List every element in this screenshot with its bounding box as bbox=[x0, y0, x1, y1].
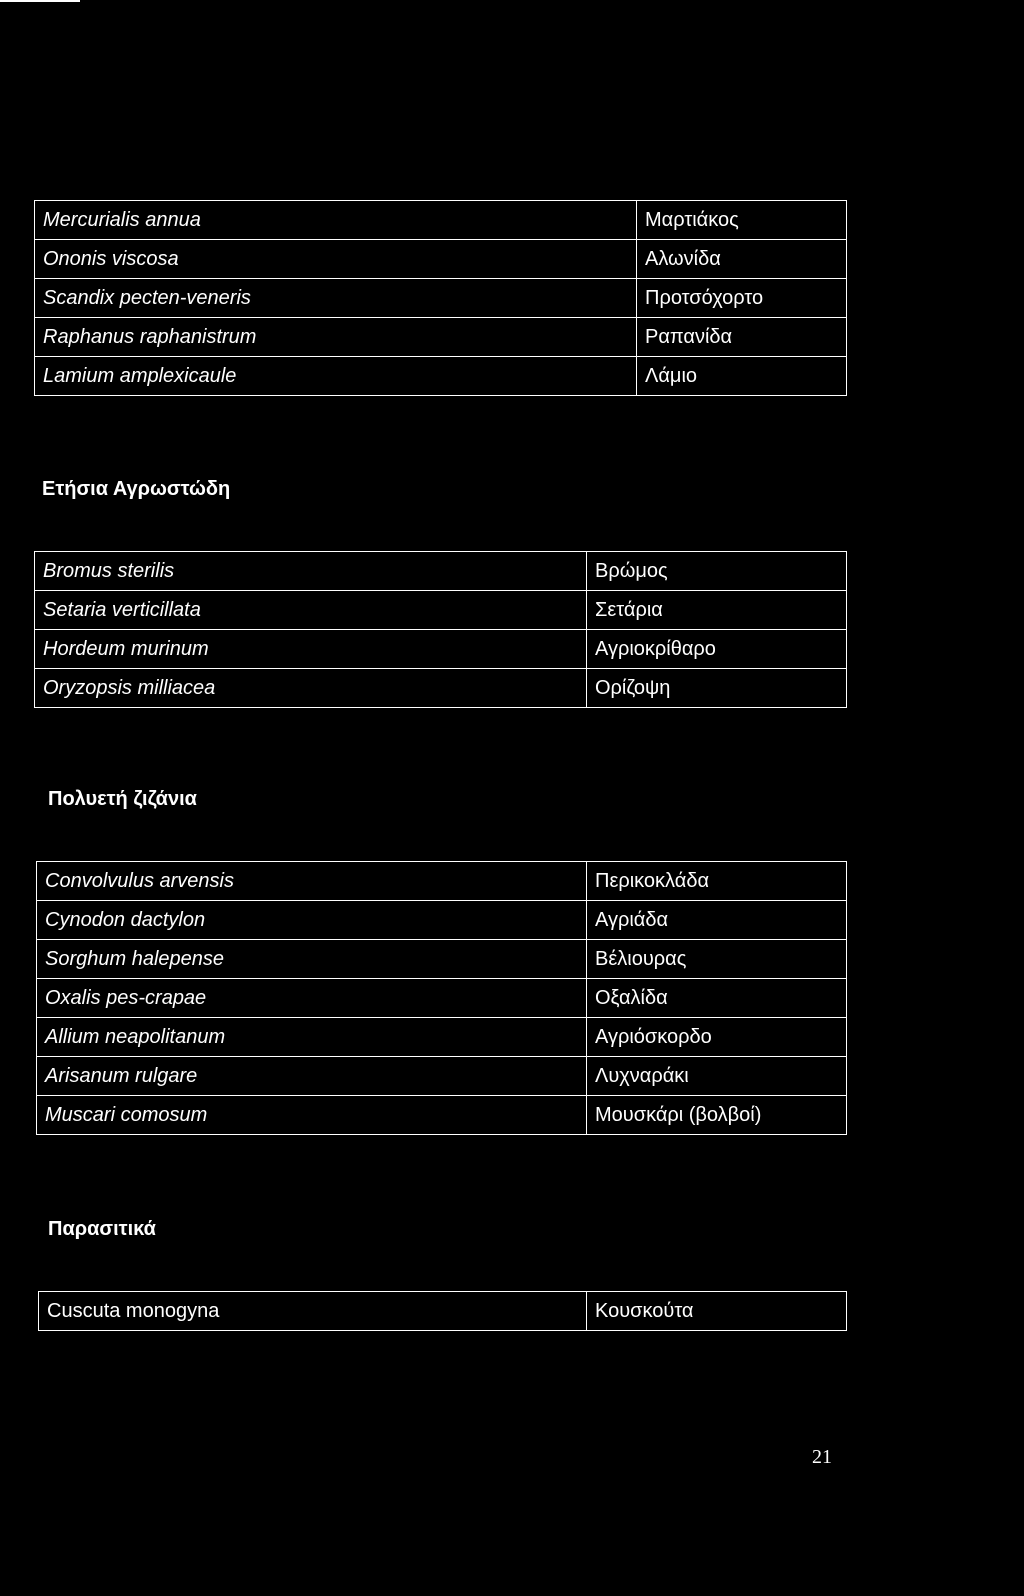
greek-name: Μουσκάρι (βολβοί) bbox=[587, 1096, 847, 1135]
table-row bbox=[39, 1292, 847, 1331]
latin-name: Sorghum halepense bbox=[37, 940, 587, 979]
latin-name: Mercurialis annua bbox=[35, 201, 637, 240]
table-row bbox=[35, 630, 847, 669]
latin-name: Oryzopsis milliacea bbox=[35, 669, 587, 708]
table-row bbox=[37, 901, 847, 940]
greek-name: Οξαλίδα bbox=[587, 979, 847, 1018]
greek-name: Αλωνίδα bbox=[637, 240, 847, 279]
table-row bbox=[35, 318, 847, 357]
latin-name: Hordeum murinum bbox=[35, 630, 587, 669]
latin-name: Lamium amplexicaule bbox=[35, 357, 637, 396]
page-number: 21 bbox=[812, 1446, 832, 1468]
greek-name: Ορίζοψη bbox=[587, 669, 847, 708]
greek-name: Κουσκούτα bbox=[587, 1292, 847, 1331]
weed-table-parasitic bbox=[38, 1291, 847, 1331]
greek-name: Βρώμος bbox=[587, 552, 847, 591]
weed-table-perennial bbox=[36, 861, 847, 1135]
greek-name: Αγριόσκορδο bbox=[587, 1018, 847, 1057]
table-row bbox=[35, 357, 847, 396]
latin-name: Oxalis pes-crapae bbox=[37, 979, 587, 1018]
latin-name: Arisanum rulgare bbox=[37, 1057, 587, 1096]
greek-name: Βέλιουρας bbox=[587, 940, 847, 979]
table-row bbox=[37, 1057, 847, 1096]
latin-name: Setaria verticillata bbox=[35, 591, 587, 630]
table-row bbox=[37, 1096, 847, 1135]
greek-name: Προτσόχορτο bbox=[637, 279, 847, 318]
table-row bbox=[35, 591, 847, 630]
section-heading-perennial-weeds: Πολυετή ζιζάνια bbox=[48, 788, 197, 810]
greek-name: Λυχναράκι bbox=[587, 1057, 847, 1096]
section-heading-annual-grasses: Ετήσια Αγρωστώδη bbox=[42, 478, 231, 500]
table-row bbox=[35, 552, 847, 591]
greek-name: Περικοκλάδα bbox=[587, 862, 847, 901]
top-rule bbox=[0, 0, 80, 2]
table-row bbox=[37, 979, 847, 1018]
latin-name: Scandix pecten-veneris bbox=[35, 279, 637, 318]
section-heading-parasitic: Παρασιτικά bbox=[48, 1218, 156, 1240]
latin-name: Cynodon dactylon bbox=[37, 901, 587, 940]
latin-name: Raphanus raphanistrum bbox=[35, 318, 637, 357]
weed-table-annual-grasses bbox=[34, 551, 847, 708]
greek-name: Αγριάδα bbox=[587, 901, 847, 940]
latin-name: Bromus sterilis bbox=[35, 552, 587, 591]
table-row bbox=[35, 279, 847, 318]
latin-name: Muscari comosum bbox=[37, 1096, 587, 1135]
table-row bbox=[37, 940, 847, 979]
table-row bbox=[35, 201, 847, 240]
table-row bbox=[37, 862, 847, 901]
latin-name: Cuscuta monogyna bbox=[39, 1292, 587, 1331]
greek-name: Ραπανίδα bbox=[637, 318, 847, 357]
latin-name: Convolvulus arvensis bbox=[37, 862, 587, 901]
greek-name: Αγριοκρίθαρο bbox=[587, 630, 847, 669]
table-row bbox=[35, 240, 847, 279]
table-row bbox=[37, 1018, 847, 1057]
greek-name: Σετάρια bbox=[587, 591, 847, 630]
latin-name: Allium neapolitanum bbox=[37, 1018, 587, 1057]
weed-table-annual-broadleaf bbox=[34, 200, 847, 396]
greek-name: Μαρτιάκος bbox=[637, 201, 847, 240]
table-row bbox=[35, 669, 847, 708]
latin-name: Ononis viscosa bbox=[35, 240, 637, 279]
greek-name: Λάμιο bbox=[637, 357, 847, 396]
